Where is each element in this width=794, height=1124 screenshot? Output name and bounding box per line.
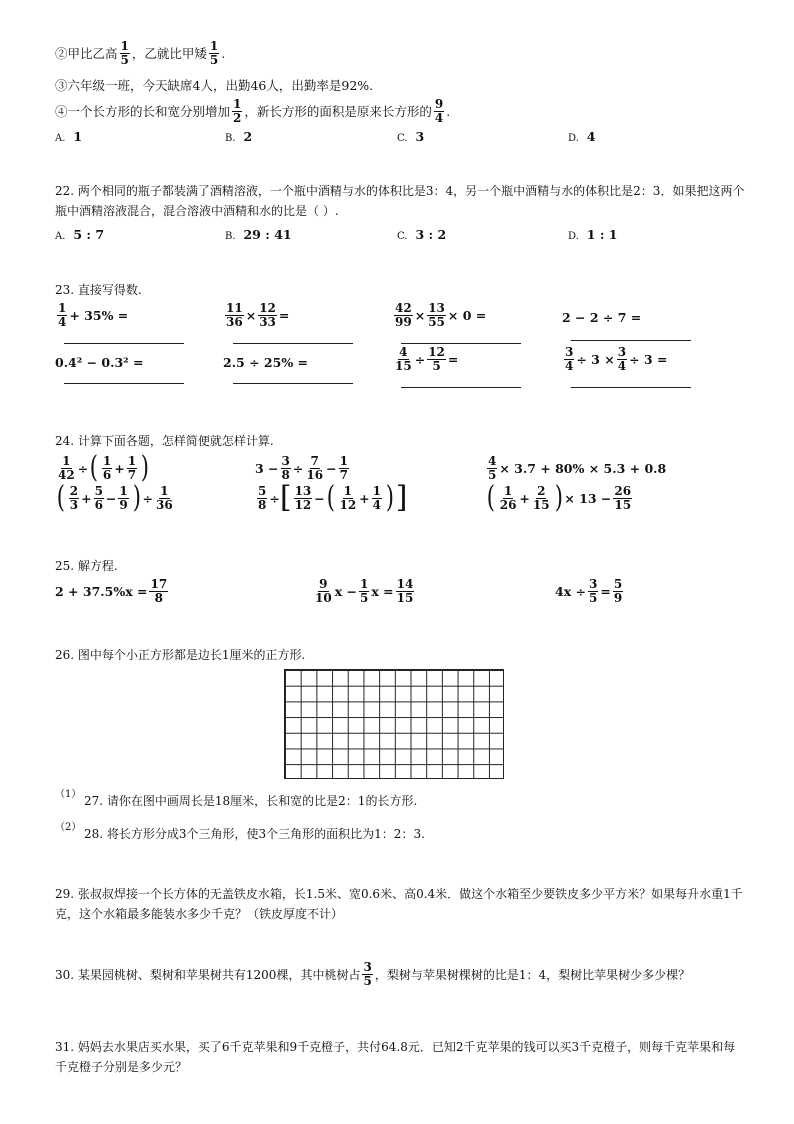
numerator: 1: [160, 483, 169, 498]
q23-expr-5: 0.4² − 0.3² =: [55, 355, 144, 370]
numerator: 12: [428, 345, 445, 359]
numerator: 2: [537, 483, 546, 498]
q23-expr-6: 2.5 ÷ 25% =: [223, 355, 309, 370]
q21-option-d[interactable]: [568, 129, 596, 144]
answer-blank[interactable]: [571, 340, 691, 341]
q29-line-1: 29. 张叔叔焊接一个长方体的无盖铁皮水箱，长1.5米、宽0.6米、高0.4米．做这个水箱至少要铁皮多少平方米？如果每升水重1千: [55, 887, 743, 901]
denominator: 16: [306, 467, 324, 482]
denominator: 7: [339, 467, 348, 482]
denominator: 4: [434, 110, 444, 125]
numerator: 3: [617, 345, 627, 359]
numerator: 3: [363, 960, 372, 974]
q23-title: 23. 直接写得数.: [55, 283, 142, 297]
q24-calc-5: $\frac{5}{8}$ ÷ [ $\frac{13}{12}$ − ( $\frac{1}{12}$ + $\frac{1}{4}$ ) ]: [258, 480, 408, 515]
numerator: 3: [281, 454, 290, 468]
option-letter: A.: [55, 231, 66, 242]
q24-title: 24. 计算下面各题，怎样简便就怎样计算.: [55, 434, 274, 448]
q26-part-2: 28. 将长方形分成3个三角形，使3个三角形的面积比为1：2：3.: [84, 827, 425, 841]
expr-head: 3 −: [255, 460, 279, 476]
q22-option-c[interactable]: [397, 227, 446, 242]
q21-s2-text: ②甲比乙高: [55, 46, 118, 62]
q24-calc-1: $\frac{1}{42}$ ÷ ( $\frac{1}{6}$ + $\frac{1}{7}$ ): [58, 450, 150, 485]
option-value: 3: [415, 129, 425, 144]
numerator: 9: [434, 97, 444, 111]
q21-s2-mid: ，乙就比甲矮: [131, 46, 207, 62]
numerator: 1: [503, 483, 513, 498]
q23-expr-2: $\frac{11}{36}$ × $\frac{12}{33}$ =: [226, 301, 290, 329]
option-value: 5 : 7: [73, 227, 105, 242]
q26-part-2-number: （2）: [55, 822, 82, 833]
denominator: 2: [233, 110, 242, 125]
q24-calc-4: ( $\frac{2}{3}$ + $\frac{5}{6}$ − $\frac{1}{9}$ ) ÷ $\frac{1}{36}$: [56, 480, 173, 515]
q21-statement-2: ②甲比乙高 $\frac{1}{5}$ ，乙就比甲矮 $\frac{1}{5}$ .: [55, 39, 226, 67]
denominator: 8: [258, 497, 267, 512]
option-letter: C.: [397, 133, 408, 144]
answer-blank[interactable]: [64, 343, 184, 344]
numerator: 12: [259, 301, 276, 315]
numerator: 1: [233, 97, 242, 111]
answer-blank[interactable]: [401, 343, 521, 344]
denominator: 10: [315, 590, 332, 605]
answer-blank[interactable]: [571, 387, 691, 388]
denominator: 36: [155, 497, 173, 512]
expr-tail: ÷ 3 =: [629, 351, 668, 367]
option-letter: C.: [397, 231, 408, 242]
answer-blank[interactable]: [233, 343, 353, 344]
q24-calc-6: ( $\frac{1}{26}$ + $\frac{2}{15}$ ) × 13 − $\frac{26}{15}$: [486, 480, 632, 515]
q25-equation-3: 4x ÷ $\frac{3}{5}$ = $\frac{5}{9}$: [555, 577, 623, 605]
q21-s4-mid: ，新长方形的面积是原来长方形的: [244, 104, 432, 120]
denominator: 55: [428, 314, 445, 329]
option-value: 1: [73, 129, 83, 144]
numerator: 1: [339, 454, 348, 468]
numerator: 1: [359, 577, 369, 591]
numerator: 42: [395, 301, 412, 315]
denominator: 5: [120, 52, 129, 67]
numerator: 1: [102, 453, 112, 468]
option-letter: D.: [568, 133, 579, 144]
numerator: 1: [62, 453, 71, 468]
numerator: 14: [396, 577, 414, 591]
q24-calc-2: 3 − $\frac{3}{8}$ ÷ $\frac{7}{16}$ − $\frac{1}{7}$: [255, 454, 348, 482]
q21-statement-3: ③六年级一班，今天缺席4人，出勤46人，出勤率是92%.: [55, 78, 374, 93]
denominator: 15: [396, 590, 414, 605]
q30-text: [55, 961, 690, 987]
denominator: 15: [532, 497, 550, 512]
q21-s4-text: ④一个长方形的长和宽分别增加: [55, 104, 231, 120]
expr-tail: × 3.7 + 80% × 5.3 + 0.8: [499, 460, 667, 476]
denominator: 5: [359, 590, 369, 605]
denominator: 99: [395, 314, 412, 329]
numerator: 3: [588, 577, 598, 591]
q21-statement-4: ④一个长方形的长和宽分别增加 $\frac{1}{2}$ ，新长方形的面积是原来长方形的 $\frac{9}{4}$ .: [55, 97, 451, 125]
denominator: 15: [614, 497, 632, 512]
expr-head: 4x ÷: [555, 583, 586, 599]
numerator: 2: [69, 483, 79, 498]
option-letter: B.: [225, 231, 236, 242]
denominator: 5: [588, 590, 598, 605]
denominator: 6: [94, 497, 103, 512]
numerator: 1: [58, 301, 67, 315]
q22-option-a[interactable]: [55, 227, 104, 242]
q21-option-b[interactable]: [225, 129, 252, 144]
q22-line-1: 22. 两个相同的瓶子都装满了酒精溶液，一个瓶中酒精与水的体积比是3：4，另一个瓶中酒精与水的体积比是2：3．如果把这两个: [55, 184, 745, 198]
expr-tail: + 35% =: [69, 307, 129, 323]
expr-mid: × 13 −: [564, 490, 612, 506]
q26-part-1-number: （1）: [55, 789, 82, 800]
numerator: 17: [150, 577, 168, 591]
q23-expr-3: $\frac{42}{99}$ × $\frac{13}{55}$ × 0 =: [395, 301, 487, 329]
q23-expr-4: 2 − 2 ÷ 7 =: [562, 310, 642, 325]
expr-tail: × 0 =: [447, 307, 487, 323]
denominator: 33: [259, 314, 276, 329]
square-grid[interactable]: [284, 669, 504, 779]
expr-mid: ÷ 3 ×: [576, 351, 615, 367]
q26-part-1: 27. 请你在图中画周长是18厘米，长和宽的比是2：1的长方形.: [84, 794, 418, 808]
q24-calc-3: [485, 455, 666, 481]
option-value: 1 : 1: [586, 227, 618, 242]
option-letter: B.: [225, 133, 236, 144]
numerator: 13: [294, 483, 312, 498]
denominator: 5: [432, 358, 441, 373]
fraction: [209, 40, 219, 66]
option-value: 29 : 41: [243, 227, 292, 242]
denominator: 26: [499, 497, 517, 512]
expr-head: 2 + 37.5%x =: [55, 583, 148, 599]
option-letter: D.: [568, 231, 579, 242]
answer-blank[interactable]: [401, 387, 521, 388]
numerator: 5: [258, 483, 267, 498]
answer-blank[interactable]: [64, 383, 184, 384]
denominator: 36: [226, 314, 243, 329]
q23-expr-7: $\frac{4}{15}$ ÷ $\frac{12}{5}$ =: [395, 345, 459, 373]
q26-title: 26. 图中每个小正方形都是边长1厘米的正方形.: [55, 648, 306, 662]
q22-option-b[interactable]: [225, 227, 292, 242]
numerator: 4: [399, 345, 408, 359]
q21-option-c[interactable]: [397, 129, 424, 144]
denominator: 7: [127, 467, 137, 482]
numerator: 1: [119, 483, 128, 498]
denominator: 9: [119, 497, 128, 512]
denominator: 8: [281, 467, 290, 482]
q29-line-2: 克，这个水箱最多能装水多少千克？（铁皮厚度不计）: [55, 907, 344, 921]
denominator: 4: [58, 314, 67, 329]
numerator: 5: [613, 577, 623, 591]
numerator: 1: [120, 39, 129, 53]
option-value: 4: [586, 129, 596, 144]
denominator: 42: [58, 467, 75, 482]
q25-equation-2: $\frac{9}{10}$ x − $\frac{1}{5}$ x = $\frac{14}{15}$: [315, 577, 414, 605]
denominator: 8: [154, 590, 164, 605]
numerator: 1: [127, 453, 137, 468]
numerator: 9: [319, 577, 328, 591]
denominator: 6: [102, 467, 112, 482]
fraction: [232, 98, 242, 124]
numerator: 1: [372, 483, 382, 498]
q22-option-d[interactable]: [568, 227, 618, 242]
q21-option-a[interactable]: [55, 129, 82, 144]
fraction: [434, 98, 444, 124]
q23-expr-1: [55, 302, 128, 328]
option-letter: A.: [55, 133, 66, 144]
q30-tail: ，梨树与苹果树棵树的比是1：4，梨树比苹果树少多少棵？: [374, 967, 691, 982]
q30-head: 30. 某果园桃树、梨树和苹果树共有1200棵，其中桃树占: [55, 967, 361, 982]
denominator: 9: [613, 590, 623, 605]
denominator: 4: [372, 497, 382, 512]
numerator: 13: [428, 301, 445, 315]
q22-line-2: 瓶中酒精溶液混合，混合溶液中酒精和水的比是（ ）.: [55, 204, 339, 218]
numerator: 11: [226, 301, 243, 315]
denominator: 12: [339, 497, 357, 512]
denominator: 5: [363, 973, 372, 988]
q31-line-2: 千克橙子分别是多少元？: [55, 1060, 188, 1074]
numerator: 26: [614, 483, 632, 498]
fraction: [120, 40, 130, 66]
denominator: 3: [69, 497, 79, 512]
q31-line-1: 31. 妈妈去水果店买水果，买了6千克苹果和9千克橙子，共付64.8元．已知2千克苹果的钱可以买3千克橙子，则每千克苹果和每: [55, 1040, 736, 1054]
denominator: 5: [488, 467, 497, 482]
numerator: 1: [343, 483, 352, 498]
denominator: 4: [565, 358, 574, 373]
q25-title: 25. 解方程.: [55, 559, 118, 573]
denominator: 12: [294, 497, 312, 512]
denominator: 15: [395, 358, 412, 373]
numerator: 1: [209, 39, 219, 53]
q25-equation-1: [55, 578, 170, 604]
q23-expr-8: [562, 346, 667, 372]
option-value: 2: [243, 129, 253, 144]
numerator: 4: [488, 454, 497, 468]
numerator: 3: [565, 345, 574, 359]
numerator: 7: [310, 454, 319, 468]
numerator: 5: [94, 483, 103, 498]
answer-blank[interactable]: [233, 383, 353, 384]
option-value: 3 : 2: [415, 227, 447, 242]
denominator: 4: [617, 358, 627, 373]
denominator: 5: [209, 52, 219, 67]
